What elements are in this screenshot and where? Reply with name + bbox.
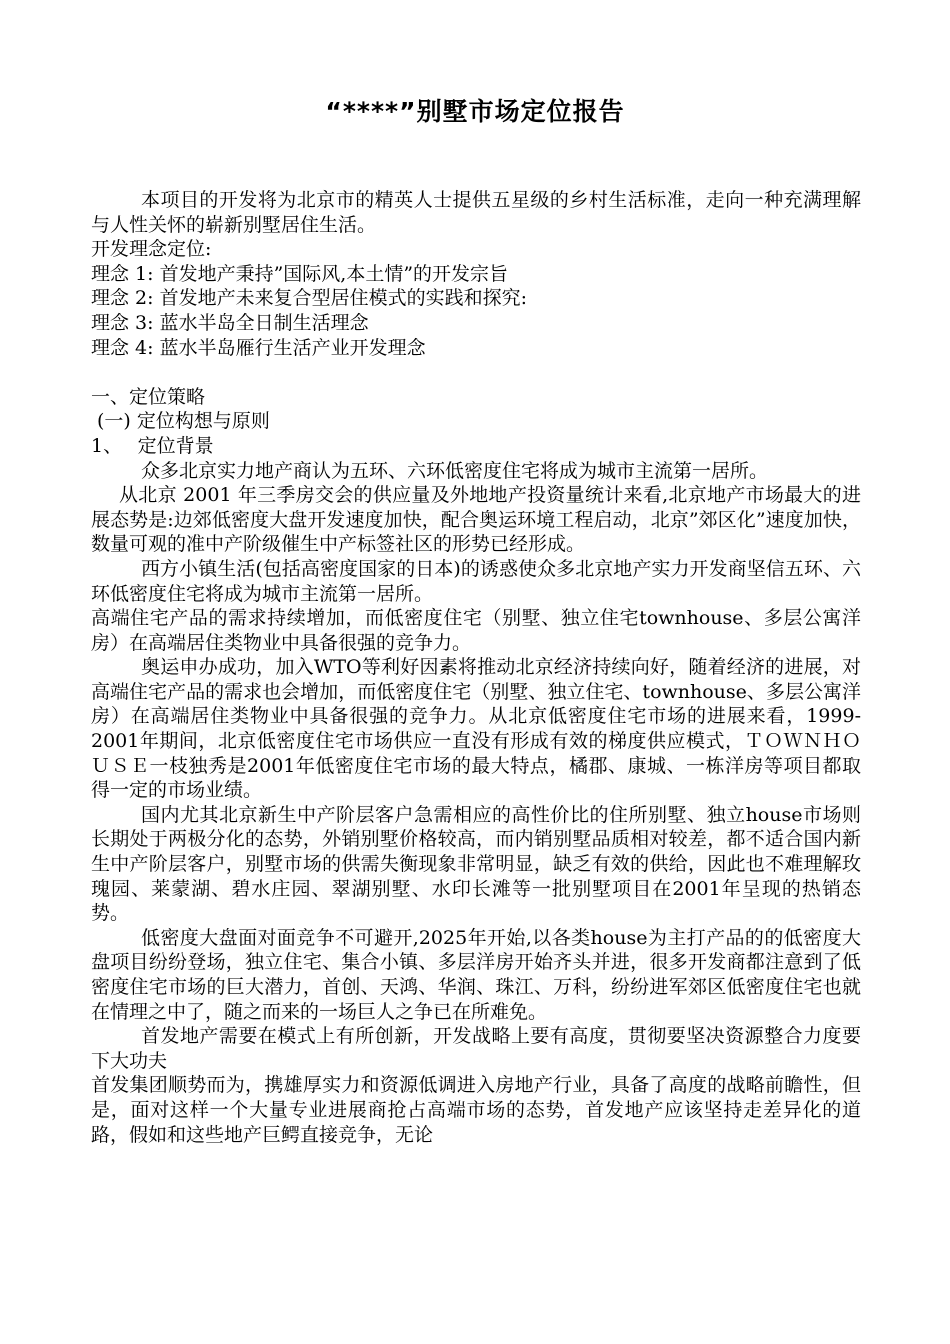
concept-item-3: 理念 3: 蓝水半岛全日制生活理念: [91, 311, 369, 334]
body-paragraph: 奥运申办成功，加入WTO等利好因素将推动北京经济持续向好，随着经济的进展，对高端住宅产品的需求也会增加，而低密度住宅（别墅、独立住宅、townhouse、多层公寓洋房）在高端居住类物业中具备很强的竞争力。从北京低密度住宅市场的进展来看，1999-2001年期间，北京低密度住宅市场供应一直没有形成有效的梯度供应模式，ＴＯＷＮＨＯＵＳＥ一枝独秀是2001年低密度住宅市场的最大特点，橘郡、康城、一栋洋房等项目都取得一定的市场业绩。: [91, 656, 861, 802]
body-paragraph: 低密度大盘面对面竞争不可避开,2025年开始,以各类house为主打产品的的低密度大盘项目纷纷登场，独立住宅、集合小镇、多层洋房开始齐头并进，很多开发商都注意到了低密度住宅市场的巨大潜力，首创、天鸿、华润、珠江、万科，纷纷进军郊区低密度住宅也就在情理之中了，随之而来的一场巨人之争已在所难免。: [91, 926, 861, 1023]
concept-item-4: 理念 4: 蓝水半岛雁行生活产业开发理念: [91, 336, 426, 359]
intro-paragraph: 本项目的开发将为北京市的精英人士提供五星级的乡村生活标准，走向一种充满理解与人性关怀的崭新别墅居住生活。: [91, 189, 861, 236]
body-paragraph: 西方小镇生活(包括高密度国家的日本)的诱惑使众多北京地产实力开发商坚信五环、六环低密度住宅将成为城市主流第一居所。: [91, 557, 861, 605]
concept-item-1: 理念 1: 首发地产秉持”国际风,本土情”的开发宗旨: [91, 262, 509, 285]
concept-item-2: 理念 2: 首发地产未来复合型居住模式的实践和探究:: [91, 287, 527, 310]
document-title: “****”别墅市场定位报告: [325, 97, 625, 126]
body-paragraph: 众多北京实力地产商认为五环、六环低密度住宅将成为城市主流第一居所。: [141, 459, 769, 482]
document-body: [91, 188, 861, 1147]
blank-line: [91, 360, 861, 385]
section-heading: 一、定位策略: [91, 385, 206, 408]
subsection-heading: (一) 定位构想与原则: [97, 410, 270, 433]
body-paragraph: 高端住宅产品的需求持续增加，而低密度住宅（别墅、独立住宅townhouse、多层公寓洋房）在高端居住类物业中具备很强的竞争力。: [91, 607, 861, 654]
body-paragraph: 首发地产需要在模式上有所创新，开发战略上要有高度，贯彻要坚决资源整合力度要下大功夫: [91, 1025, 861, 1072]
body-paragraph: 首发集团顺势而为，携雄厚实力和资源低调进入房地产行业，具备了高度的战略前瞻性，但是，面对这样一个大量专业进展商抢占高端市场的态势，首发地产应该坚持走差异化的道路，假如和这些地产巨鳄直接竞争，无论: [91, 1074, 861, 1146]
body-paragraph: 国内尤其北京新生中产阶层客户急需相应的高性价比的住所别墅、独立house市场则长期处于两极分化的态势，外销别墅价格较高，而内销别墅品质相对较差，都不适合国内新生中产阶层客户，别墅市场的供需失衡现象非常明显，缺乏有效的供给，因此也不难理解玫瑰园、莱蒙湖、碧水庄园、翠湖别墅、水印长滩等一批别墅项目在2001年呈现的热销态势。: [91, 803, 861, 925]
concept-heading: 开发理念定位:: [91, 238, 212, 261]
item-heading: 1、 定位背景: [91, 434, 214, 457]
body-paragraph: 从北京 2001 年三季房交会的供应量及外地地产投资量统计来看,北京地产市场最大的进展态势是:边郊低密度大盘开发速度加快，配合奥运环境工程启动，北京”郊区化”速度加快，数量可观的准中产阶级催生中产标签社区的形势已经形成。: [91, 484, 861, 556]
